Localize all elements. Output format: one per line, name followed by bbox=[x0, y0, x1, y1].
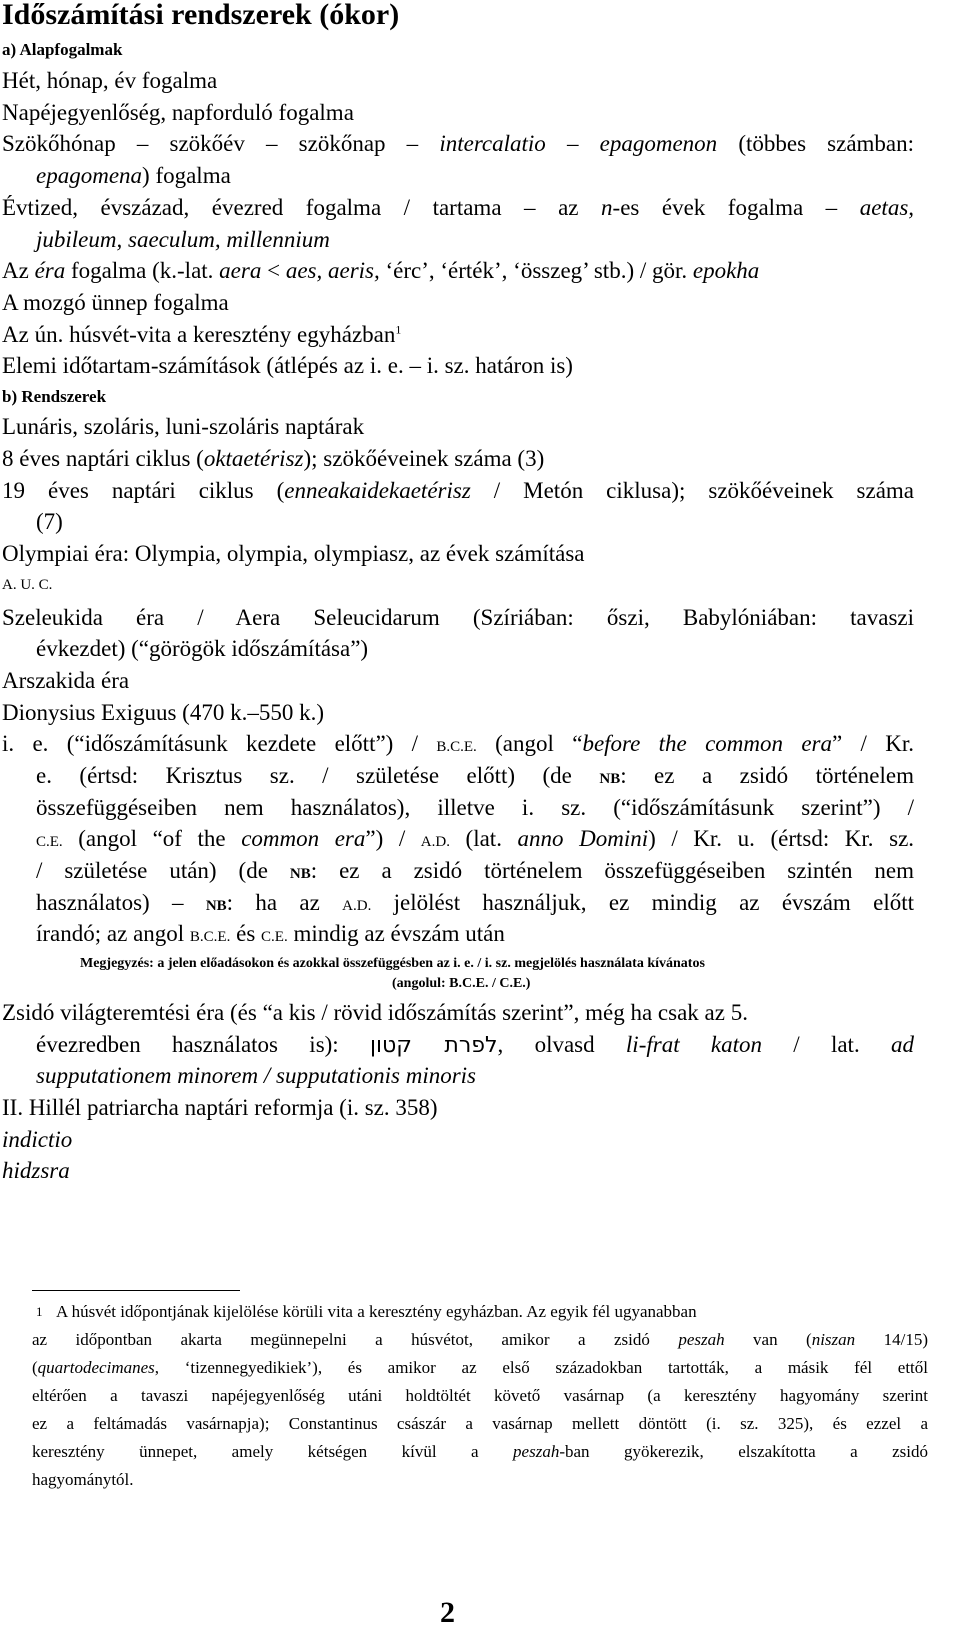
text-line: 8 éves naptári ciklus (oktaetérisz); szökőéveinek száma (3) bbox=[2, 446, 545, 471]
text-line: Az ún. húsvét-vita a keresztény egyházban$^1$ bbox=[2, 322, 402, 347]
text-line: Évtized, évszázad, évezred fogalma / tartama – az n-es évek fogalma – aetas, bbox=[2, 195, 915, 220]
text-line: indictio bbox=[2, 1127, 73, 1152]
text-line: A. U. C. bbox=[2, 577, 53, 593]
footnote-line: hagyománytól. bbox=[32, 1470, 134, 1489]
text-line: évezredben használatos is): לפרת קטון, olvasd li-frat katon / lat. ad bbox=[36, 1032, 914, 1058]
text-line: Szökőhónap – szökőév – szökőnap – intercalatio – epagomenon (többes számban: bbox=[2, 131, 915, 156]
text-line: Dionysius Exiguus (470 k.–550 k.) bbox=[2, 700, 324, 725]
text-line: Az éra fogalma (k.-lat. aera < aes, aeris, ‘érc’, ‘érték’, ‘összeg’ stb.) / gör. epokha bbox=[2, 258, 760, 283]
text-line: Napéjegyenlőség, napforduló fogalma bbox=[2, 100, 354, 125]
text-line: Szeleukida éra / Aera Seleucidarum (Szíriában: őszi, Babylóniában: tavaszi bbox=[2, 605, 914, 630]
text-line: i. e. (“időszámításunk kezdete előtt”) / B.C.E. (angol “before the common era” / Kr. bbox=[2, 731, 915, 756]
text-line: A mozgó ünnep fogalma bbox=[2, 290, 229, 315]
text-line: évkezdet) (“görögök időszámítása”) bbox=[36, 636, 369, 661]
text-line: használatos) – NB: ha az A.D. jelölést használjuk, ez mindig az évszám előtt bbox=[36, 890, 915, 915]
text-line: jubileum, saeculum, millennium bbox=[36, 227, 330, 252]
footnote-line: A húsvét időpontjának kijelölése körüli vita a keresztény egyházban. Az egyik fél ugyanabban bbox=[56, 1302, 697, 1321]
text-line: (7) bbox=[36, 509, 63, 534]
hebrew-text: לפרת קטון bbox=[370, 1033, 498, 1058]
footnote-line: ez a feltámadás vasárnapja); Constantinus császár a vasárnap mellett döntött (i. sz. 325), és ezzel a bbox=[32, 1414, 928, 1433]
text-line: supputationem minorem / supputationis minoris bbox=[36, 1063, 476, 1088]
text-line: írandó; az angol B.C.E. és C.E. mindig az évszám után bbox=[36, 921, 505, 946]
remark-line: Megjegyzés: a jelen előadásokon és azokkal összefüggésben az i. e. / i. sz. megjelölés használata kívánatos bbox=[80, 956, 705, 971]
text-line: Hét, hónap, év fogalma bbox=[2, 68, 218, 93]
text-line: e. (értsd: Krisztus sz. / születése előtt) (de NB: ez a zsidó történelem bbox=[36, 763, 914, 788]
text-line: Arszakida éra bbox=[2, 668, 130, 693]
page-number: 2 bbox=[440, 1596, 455, 1629]
footnote-line: (quartodecimanes, ‘tizennegyedikiek’), és amikor az első századokban tartották, a másik fél ettől bbox=[32, 1358, 928, 1377]
text-line: Zsidó világteremtési éra (és “a kis / rövid időszámítás szerint”, még ha csak az 5. bbox=[2, 1000, 748, 1025]
footnote-line: az időpontban akarta megünnepelni a húsvétot, amikor a zsidó peszah van (niszan 14/15) bbox=[32, 1330, 928, 1349]
footnote-reference[interactable]: 1 bbox=[395, 322, 402, 337]
page-title: Időszámítási rendszerek (ókor) bbox=[2, 0, 400, 31]
text-line: Lunáris, szoláris, luni-szoláris naptárak bbox=[2, 414, 365, 439]
remark-line: (angolul: B.C.E. / C.E.) bbox=[392, 976, 531, 991]
text-line: Elemi időtartam-számítások (átlépés az i. e. – i. sz. határon is) bbox=[2, 353, 573, 378]
section-heading-b: b) Rendszerek bbox=[2, 387, 107, 406]
text-line: összefüggéseiben nem használatos), illetve i. sz. (“időszámításunk szerint”) / bbox=[36, 795, 914, 820]
text-line: epagomena) fogalma bbox=[36, 163, 231, 188]
footnote-line: eltérően a tavaszi napéjegyenlőség utáni holdtöltét követő vasárnap (a keresztény hagyomány szerint bbox=[32, 1386, 928, 1405]
text-line: 19 éves naptári ciklus (enneakaidekaetérisz / Metón ciklusa); szökőéveinek száma bbox=[2, 478, 915, 503]
text-line: hidzsra bbox=[2, 1158, 70, 1183]
text-line: C.E. (angol “of the common era”) / A.D. (lat. anno Domini) / Kr. u. (értsd: Kr. sz. bbox=[36, 826, 915, 851]
footnote-line: keresztény ünnepet, amely kétségen kívül a peszah-ban gyökerezik, elszakította a zsidó bbox=[32, 1442, 929, 1461]
section-heading-a: a) Alapfogalmak bbox=[2, 40, 123, 59]
text-line: II. Hillél patriarcha naptári reformja (i. sz. 358) bbox=[2, 1095, 438, 1120]
footnote-separator bbox=[32, 1290, 240, 1291]
text-line: / születése után) (de NB: ez a zsidó történelem összefüggéseiben szintén nem bbox=[36, 858, 915, 883]
footnote-number: 1 bbox=[36, 1304, 43, 1319]
text-line: Olympiai éra: Olympia, olympia, olympiasz, az évek számítása bbox=[2, 541, 585, 566]
